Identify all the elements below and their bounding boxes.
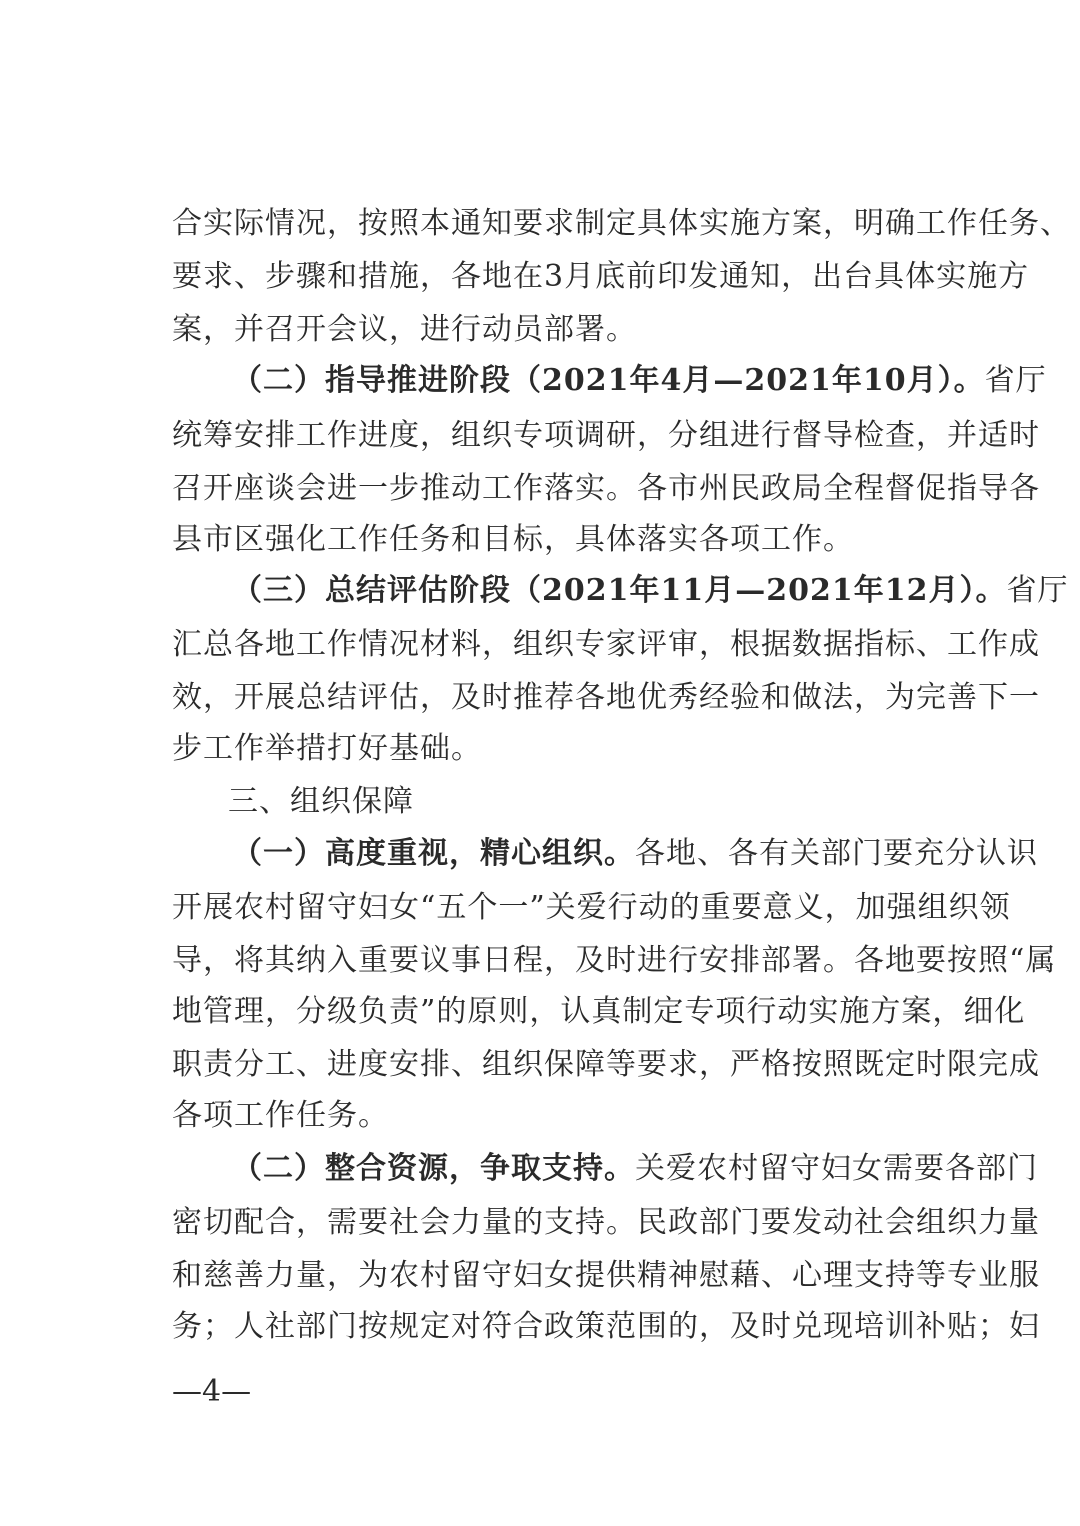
page-number: —4— — [172, 1374, 252, 1409]
section-2-2-text: 省厅 — [984, 363, 1047, 398]
body-line: 案，并召开会议，进行动员部署。 — [172, 312, 637, 347]
section-2-3-first-line — [232, 563, 1069, 619]
section-3-2-first-line — [232, 1141, 1038, 1197]
body-line: 各项工作任务。 — [172, 1098, 389, 1133]
body-line: 合实际情况，按照本通知要求制定具体实施方案，明确工作任务、 — [172, 206, 1071, 241]
body-line: 县市区强化工作任务和目标，具体落实各项工作。 — [172, 522, 854, 557]
section-3-1-text: 各地、各有关部门要充分认识 — [635, 836, 1038, 871]
section-3-1-first-line — [232, 826, 1038, 882]
body-line: 步工作举措打好基础。 — [172, 731, 482, 766]
body-line: 汇总各地工作情况材料，组织专家评审，根据数据指标、工作成 — [172, 627, 1040, 662]
section-3-1-heading: （一）高度重视，精心组织。 — [232, 836, 635, 871]
body-line: 效，开展总结评估，及时推荐各地优秀经验和做法，为完善下一 — [172, 680, 1040, 715]
section-3-title: 三、组织保障 — [228, 784, 414, 819]
section-3-2-text: 关爱农村留守妇女需要各部门 — [635, 1151, 1038, 1186]
body-line: 地管理，分级负责”的原则，认真制定专项行动实施方案，细化 — [172, 994, 1026, 1029]
section-3-2-heading: （二）整合资源，争取支持。 — [232, 1151, 635, 1186]
section-2-2-heading: （二）指导推进阶段（2021年4月—2021年10月）。 — [232, 363, 985, 398]
body-line: 职责分工、进度安排、组织保障等要求，严格按照既定时限完成 — [172, 1047, 1040, 1082]
body-line: 导，将其纳入重要议事日程，及时进行安排部署。各地要按照“属 — [172, 943, 1057, 978]
section-2-2-first-line — [232, 353, 1047, 409]
body-line: 要求、步骤和措施，各地在3月底前印发通知，出台具体实施方 — [172, 259, 1030, 294]
section-2-3-heading: （三）总结评估阶段（2021年11月—2021年12月）。 — [232, 573, 1007, 608]
body-line: 统筹安排工作进度，组织专项调研，分组进行督导检查，并适时 — [172, 418, 1040, 453]
section-2-3-text: 省厅 — [1006, 573, 1069, 608]
body-line: 务；人社部门按规定对符合政策范围的，及时兑现培训补贴；妇 — [172, 1309, 1040, 1344]
body-line: 密切配合，需要社会力量的支持。民政部门要发动社会组织力量 — [172, 1205, 1040, 1240]
body-line: 和慈善力量，为农村留守妇女提供精神慰藉、心理支持等专业服 — [172, 1258, 1040, 1293]
body-line: 开展农村留守妇女“五个一”关爱行动的重要意义，加强组织领 — [172, 890, 1011, 925]
body-line: 召开座谈会进一步推动工作落实。各市州民政局全程督促指导各 — [172, 471, 1040, 506]
